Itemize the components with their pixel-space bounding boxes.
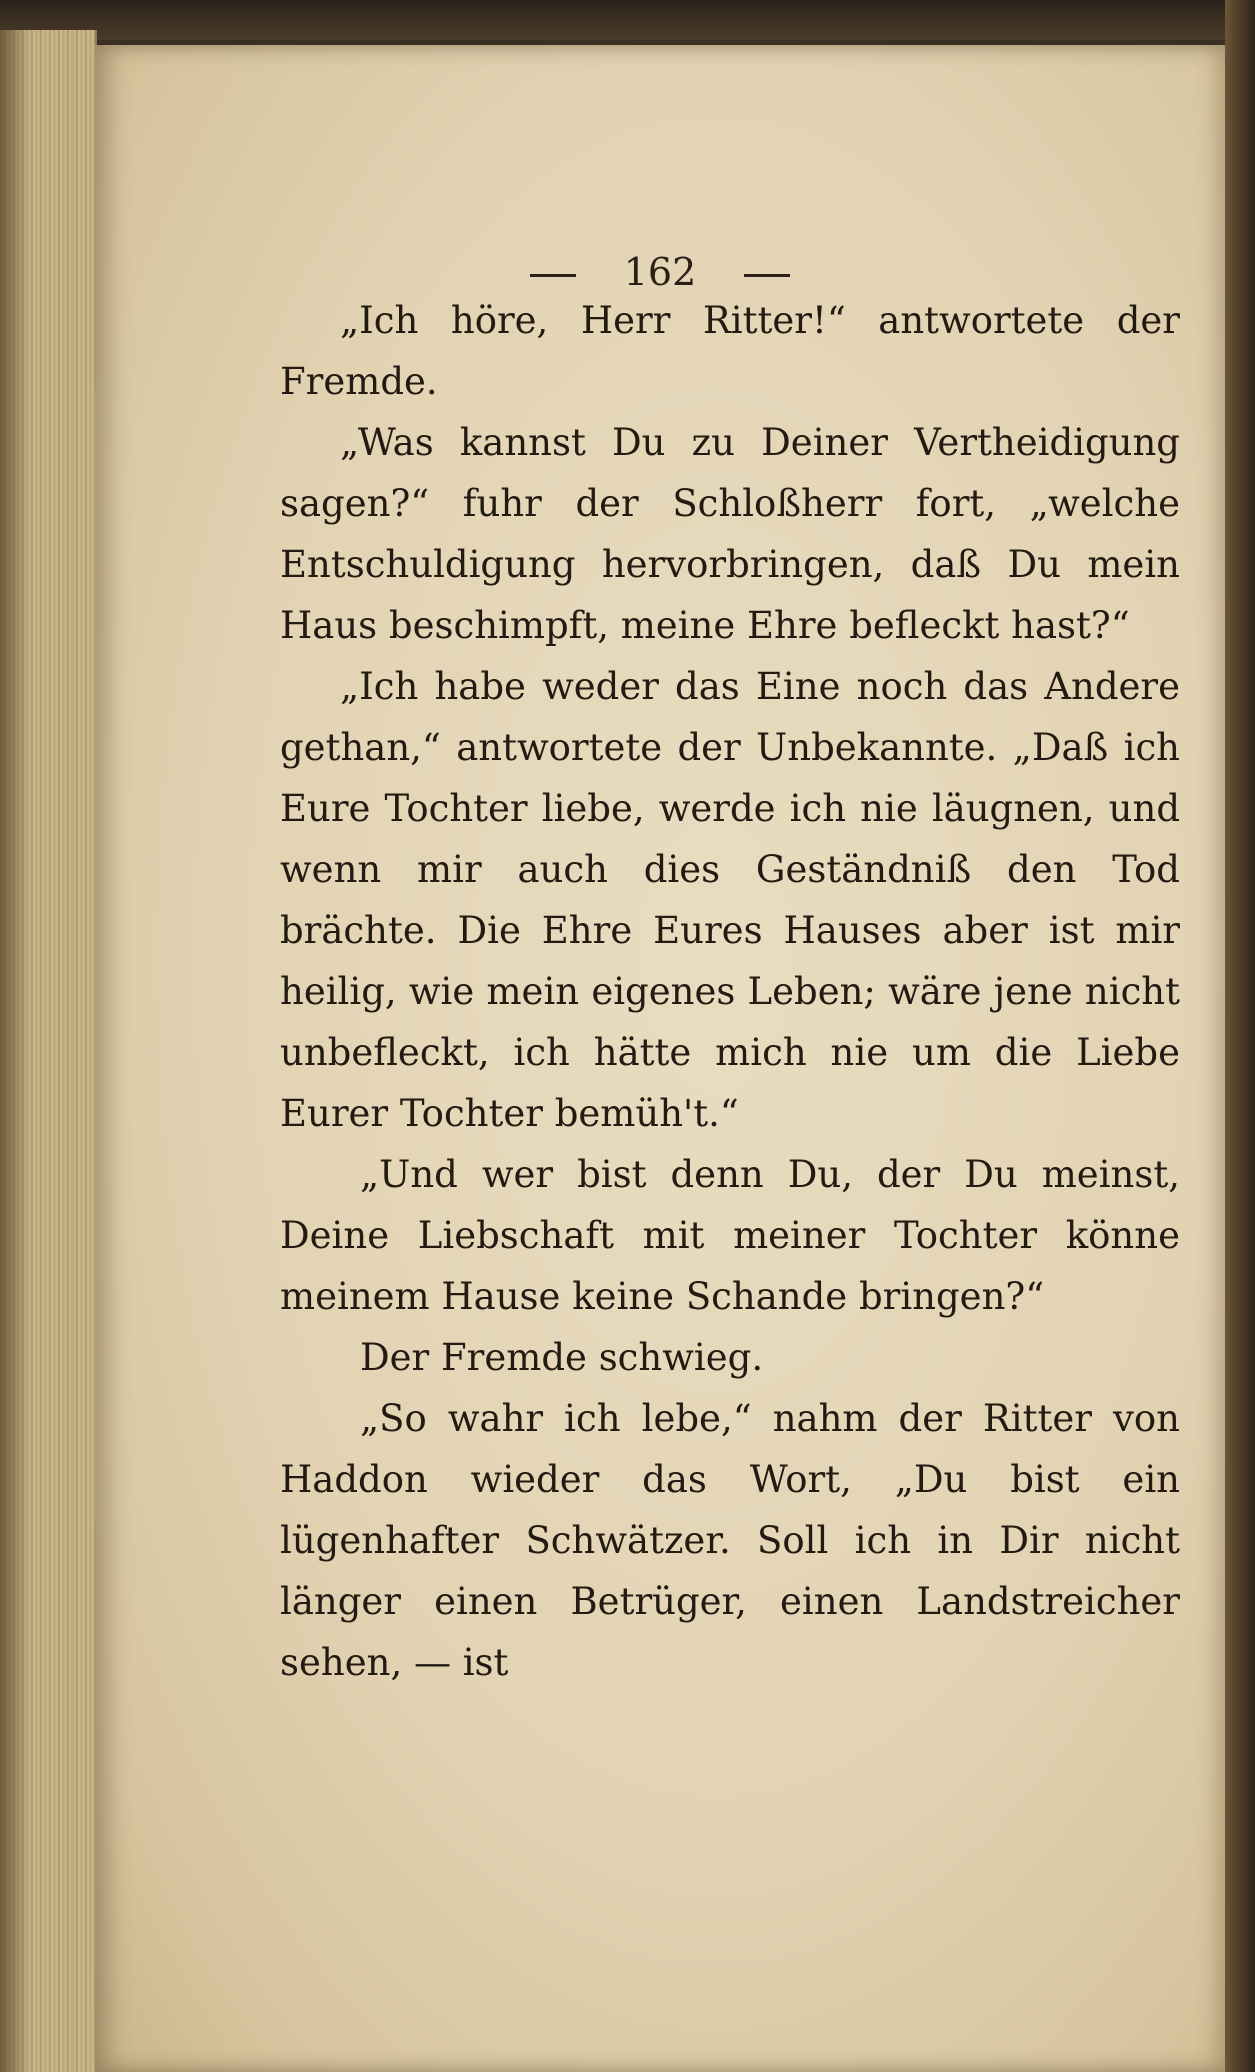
page-number: 162 — [623, 250, 697, 294]
paragraph-2: „Was kannst Du zu Deiner Vertheidigung sagen?“ fuhr der Schloßherr fort, „welche Entschuldigung hervorbringen, daß Du mein Haus beschimpft, meine Ehre befleckt hast?“ — [280, 421, 1180, 647]
page-header — [95, 250, 1225, 294]
paragraph-5: Der Fremde schwieg. — [360, 1336, 764, 1379]
body-text — [280, 290, 1180, 1693]
photo-frame-top — [0, 0, 1255, 40]
header-dash-left — [530, 274, 576, 277]
paragraph-3: „Ich habe weder das Eine noch das Andere gethan,“ antwortete der Unbekannte. „Daß ich Eure Tochter liebe, werde ich nie läugnen, und wenn mir auch dies Geständniß den Tod brächte. Die Ehre Eures Hauses aber ist mir heilig, wie mein eigenes Leben; wäre jene nicht unbefleckt, ich hätte mich nie um die Liebe Eurer Tochter bemüh't.“ — [280, 665, 1180, 1135]
photo-frame-right — [1225, 0, 1255, 2072]
paragraph-1: „Ich höre, Herr Ritter!“ antwortete der Fremde. — [280, 299, 1180, 403]
header-dash-right — [744, 274, 790, 277]
paragraph-6: „So wahr ich lebe,“ nahm der Ritter von Haddon wieder das Wort, „Du bist ein lügenhafter Schwätzer. Soll ich in Dir nicht länger einen Betrüger, einen Landstreicher sehen, — ist — [280, 1397, 1180, 1684]
book-spine-shadow — [0, 30, 30, 2072]
paragraph-4: „Und wer bist denn Du, der Du meinst, Deine Liebschaft mit meiner Tochter könne meinem Hause keine Schande bringen?“ — [280, 1153, 1180, 1318]
